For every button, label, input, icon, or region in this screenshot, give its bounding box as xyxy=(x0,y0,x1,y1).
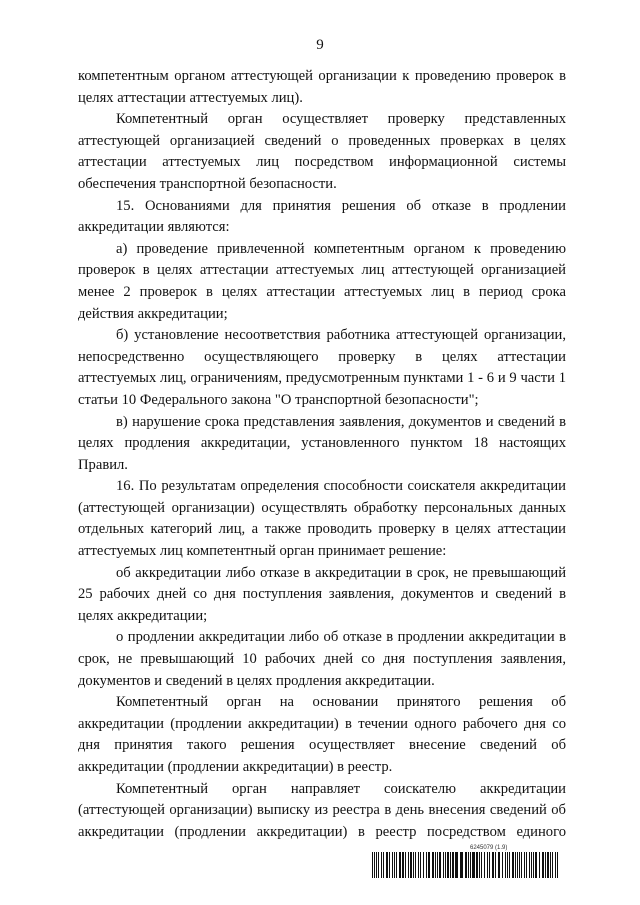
paragraph: а) проведение привлеченной компетентным органом к проведению проверок в целях аттестации аттестуемых лиц аттестующей организацией менее 2 проверок в целях аттестации аттестуемых лиц в период срока действия аккредитации; xyxy=(78,240,566,322)
page-number: 9 xyxy=(316,37,324,53)
paragraph: Компетентный орган направляет соискателю аккредитации (аттестующей организации) выписку из реестра в день внесения сведений об аккредитации (продлении аккредитации) в реестр посредством единого xyxy=(78,780,566,840)
paragraph: об аккредитации либо отказе в аккредитации в срок, не превышающий 25 рабочих дней со дня поступления заявления, документов и сведений в целях аккредитации; xyxy=(78,564,566,624)
paragraph: б) установление несоответствия работника аттестующей организации, непосредственно осуществляющего проверку в целях аттестации аттестуемых лиц, ограничениям, предусмотренным пунктами 1 - 6 и 9 части 1 статьи 10 Федерального закона "О транспортной безопасности"; xyxy=(78,327,566,408)
paragraph: в) нарушение срока представления заявления, документов и сведений в целях продления аккредитации, установленного пунктом 18 настоящих Правил. xyxy=(78,413,566,473)
document-body xyxy=(78,66,566,843)
paragraph: Компетентный орган на основании принятого решения об аккредитации (продлении аккредитации) в течении одного рабочего дня со дня принятия такого решения осуществляет внесение сведений об аккредитации (продлении аккредитации) в реестр. xyxy=(78,694,566,775)
paragraph: компетентным органом аттестующей организации к проведению проверок в целях аттестации аттестуемых лиц). xyxy=(78,68,566,106)
barcode-id: 6245079 (1.9) xyxy=(470,845,508,851)
barcode-icon xyxy=(372,852,562,878)
paragraph: 16. По результатам определения способности соискателя аккредитации (аттестующей организации) осуществлять обработку персональных данных отдельных категорий лиц, а также проводить проверку в целях аттестации аттестуемых лиц компетентный орган принимает решение: xyxy=(78,478,566,560)
paragraph: о продлении аккредитации либо об отказе в продлении аккредитации в срок, не превышающий 10 рабочих дней со дня поступления заявления, документов и сведений в целях продления аккредитации. xyxy=(78,629,566,689)
paragraph: Компетентный орган осуществляет проверку представленных аттестующей организацией сведений о проведенных проверках в целях аттестации аттестуемых лиц посредством информационной системы обеспечения транспортной безопасности. xyxy=(78,111,566,192)
paragraph: 15. Основаниями для принятия решения об отказе в продлении аккредитации являются: xyxy=(78,197,566,236)
